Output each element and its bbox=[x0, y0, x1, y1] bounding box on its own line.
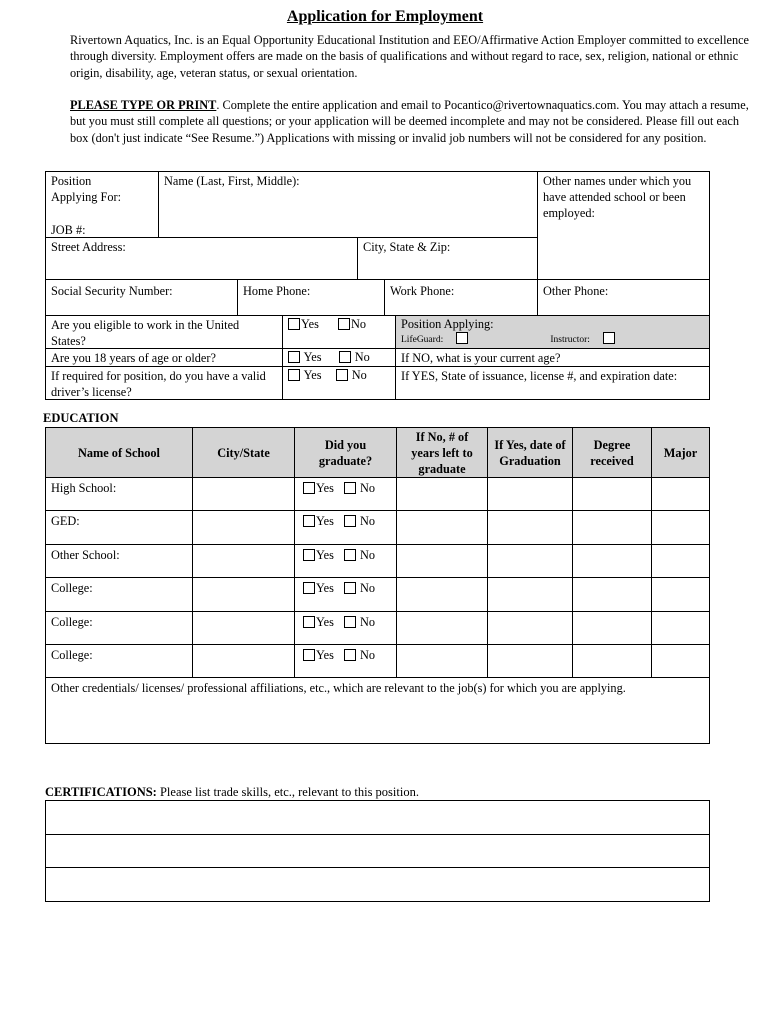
graduation-date-field[interactable] bbox=[487, 510, 573, 545]
education-heading: EDUCATION bbox=[43, 411, 119, 425]
years-left-field[interactable] bbox=[396, 611, 488, 645]
graduated-choice bbox=[294, 577, 397, 612]
graduated-no-checkbox[interactable] bbox=[344, 649, 356, 661]
ssn-field[interactable] bbox=[45, 279, 238, 316]
col-years-left: If No, # of years left to graduate bbox=[396, 427, 488, 478]
graduated-no-checkbox[interactable] bbox=[344, 616, 356, 628]
current-age-field[interactable] bbox=[395, 348, 710, 367]
col-did-you-graduate: Did you graduate? bbox=[294, 427, 397, 478]
graduated-choice bbox=[294, 477, 397, 511]
graduated-choice bbox=[294, 544, 397, 578]
graduated-yes-checkbox[interactable] bbox=[303, 616, 315, 628]
position-label: Position Applying For: bbox=[51, 174, 122, 204]
graduation-date-field[interactable] bbox=[487, 577, 573, 612]
other-phone-field[interactable] bbox=[537, 279, 710, 316]
certifications-heading bbox=[45, 785, 419, 800]
license-details-field[interactable] bbox=[395, 366, 710, 400]
eeo-statement: Rivertown Aquatics, Inc. is an Equal Opportunity Educational Institution and EEO/Affirmative Action Employer committed to excellence through diversity. Employment offers are made on the basis of qualifications and without regard to race, sex, religion, national or ethnic origin, disability, age, veteran status, or sexual orientation. bbox=[70, 33, 750, 80]
col-graduation-date: If Yes, date of Graduation bbox=[487, 427, 573, 478]
current-age-label: If NO, what is your current age? bbox=[401, 351, 561, 365]
position-applying-label: Position Applying: bbox=[401, 317, 494, 331]
education-row-label: College: bbox=[51, 615, 93, 629]
other-names-field[interactable] bbox=[537, 171, 710, 280]
years-left-field[interactable] bbox=[396, 510, 488, 545]
years-left-field[interactable] bbox=[396, 644, 488, 678]
degree-field[interactable] bbox=[572, 477, 652, 511]
col-city-state: City/State bbox=[192, 427, 295, 478]
age-question-label: Are you 18 years of age or older? bbox=[51, 351, 216, 365]
license-no-checkbox[interactable] bbox=[336, 369, 348, 381]
age-no-label: No bbox=[354, 350, 370, 364]
age-answer bbox=[282, 348, 396, 367]
graduation-date-field[interactable] bbox=[487, 611, 573, 645]
graduated-no-checkbox[interactable] bbox=[344, 582, 356, 594]
school-city-state-field[interactable] bbox=[192, 611, 295, 645]
education-row-label-cell bbox=[45, 611, 193, 645]
name-label: Name (Last, First, Middle): bbox=[164, 174, 300, 188]
eligible-yes-label: Yes bbox=[301, 317, 319, 331]
age-yes-label: Yes bbox=[303, 350, 322, 364]
other-credentials-label: Other credentials/ licenses/ professional affiliations, etc., which are relevant to the job(s) for which you are applying. bbox=[51, 681, 626, 695]
years-left-field[interactable] bbox=[396, 577, 488, 612]
instructions-lead: PLEASE TYPE OR PRINT bbox=[70, 98, 217, 112]
education-row-label-cell bbox=[45, 644, 193, 678]
instructions bbox=[70, 97, 755, 146]
education-row-label-cell bbox=[45, 577, 193, 612]
certifications-instructions: Please list trade skills, etc., relevant to this position. bbox=[156, 785, 419, 799]
eligible-no-label: No bbox=[350, 317, 367, 331]
school-city-state-field[interactable] bbox=[192, 577, 295, 612]
license-question-label: If required for position, do you have a valid driver’s license? bbox=[51, 369, 266, 399]
certification-line-3[interactable] bbox=[45, 867, 710, 902]
school-city-state-field[interactable] bbox=[192, 510, 295, 545]
position-cell[interactable] bbox=[45, 171, 159, 238]
graduation-date-field[interactable] bbox=[487, 477, 573, 511]
ssn-label: Social Security Number: bbox=[51, 284, 173, 298]
graduated-no-label: No bbox=[359, 581, 376, 595]
city-state-zip-field[interactable] bbox=[357, 237, 538, 280]
graduated-no-label: No bbox=[359, 514, 376, 528]
degree-field[interactable] bbox=[572, 544, 652, 578]
eligible-yes-checkbox[interactable] bbox=[288, 318, 300, 330]
street-address-label: Street Address: bbox=[51, 240, 126, 254]
graduated-yes-label: Yes bbox=[316, 581, 334, 595]
col-degree-received: Degree received bbox=[572, 427, 652, 478]
age-question bbox=[45, 348, 283, 367]
education-row-label: College: bbox=[51, 648, 93, 662]
city-state-zip-label: City, State & Zip: bbox=[363, 240, 451, 254]
eligible-answer bbox=[282, 315, 396, 349]
years-left-field[interactable] bbox=[396, 477, 488, 511]
graduated-no-checkbox[interactable] bbox=[344, 549, 356, 561]
lifeguard-label: LifeGuard: bbox=[401, 335, 444, 345]
work-phone-label: Work Phone: bbox=[390, 284, 455, 298]
graduated-no-checkbox[interactable] bbox=[344, 515, 356, 527]
col-major: Major bbox=[651, 427, 710, 478]
graduated-yes-checkbox[interactable] bbox=[303, 649, 315, 661]
education-row-label-cell bbox=[45, 477, 193, 511]
major-field[interactable] bbox=[651, 544, 710, 578]
instructions-body: . Complete the entire application and email to Pocantico@rivertownaquatics.com. You may attach a resume, but you must still complete all questions; or your application will be deemed incomplete and may not be considered. Please fill out each box (don't just indicate “See Resume.”) Applications with missing or invalid job numbers will not be considered for any position. bbox=[70, 98, 749, 145]
school-city-state-field[interactable] bbox=[192, 477, 295, 511]
license-yes-label: Yes bbox=[303, 368, 322, 382]
col-name-of-school: Name of School bbox=[45, 427, 193, 478]
graduated-choice bbox=[294, 644, 397, 678]
certification-line-2[interactable] bbox=[45, 834, 710, 868]
major-field[interactable] bbox=[651, 477, 710, 511]
school-city-state-field[interactable] bbox=[192, 544, 295, 578]
education-row-label: College: bbox=[51, 581, 93, 595]
age-no-checkbox[interactable] bbox=[339, 351, 351, 363]
position-applying-cell bbox=[395, 315, 710, 349]
education-row-label: High School: bbox=[51, 481, 117, 495]
degree-field[interactable] bbox=[572, 611, 652, 645]
graduation-date-field[interactable] bbox=[487, 544, 573, 578]
graduation-date-field[interactable] bbox=[487, 644, 573, 678]
education-row-label-cell bbox=[45, 510, 193, 545]
street-address-field[interactable] bbox=[45, 237, 358, 280]
home-phone-field[interactable] bbox=[237, 279, 385, 316]
graduated-yes-label: Yes bbox=[316, 514, 334, 528]
major-field[interactable] bbox=[651, 611, 710, 645]
graduated-yes-checkbox[interactable] bbox=[303, 549, 315, 561]
graduated-yes-checkbox[interactable] bbox=[303, 582, 315, 594]
instructor-label: Instructor: bbox=[550, 335, 590, 345]
degree-field[interactable] bbox=[572, 577, 652, 612]
work-phone-field[interactable] bbox=[384, 279, 538, 316]
years-left-field[interactable] bbox=[396, 544, 488, 578]
license-yes-checkbox[interactable] bbox=[288, 369, 300, 381]
graduated-yes-label: Yes bbox=[316, 648, 334, 662]
license-details-label: If YES, State of issuance, license #, and expiration date: bbox=[401, 369, 678, 383]
major-field[interactable] bbox=[651, 577, 710, 612]
license-question bbox=[45, 366, 283, 400]
graduated-choice bbox=[294, 510, 397, 545]
home-phone-label: Home Phone: bbox=[243, 284, 311, 298]
graduated-yes-checkbox[interactable] bbox=[303, 482, 315, 494]
instructor-checkbox[interactable] bbox=[603, 332, 615, 344]
certification-line-1[interactable] bbox=[45, 800, 710, 835]
degree-field[interactable] bbox=[572, 644, 652, 678]
graduated-yes-label: Yes bbox=[316, 548, 334, 562]
age-yes-checkbox[interactable] bbox=[288, 351, 300, 363]
lifeguard-checkbox[interactable] bbox=[456, 332, 468, 344]
graduated-yes-checkbox[interactable] bbox=[303, 515, 315, 527]
major-field[interactable] bbox=[651, 510, 710, 545]
graduated-no-checkbox[interactable] bbox=[344, 482, 356, 494]
major-field[interactable] bbox=[651, 644, 710, 678]
license-no-label: No bbox=[351, 368, 367, 382]
school-city-state-field[interactable] bbox=[192, 644, 295, 678]
other-credentials-field[interactable] bbox=[45, 677, 710, 744]
job-number-label: JOB #: bbox=[51, 223, 86, 237]
graduated-no-label: No bbox=[359, 548, 376, 562]
name-field[interactable] bbox=[158, 171, 538, 238]
graduated-yes-label: Yes bbox=[316, 615, 334, 629]
education-row-label: Other School: bbox=[51, 548, 120, 562]
other-phone-label: Other Phone: bbox=[543, 284, 609, 298]
other-names-label: Other names under which you have attended school or been employed: bbox=[543, 174, 692, 220]
education-row-label: GED: bbox=[51, 514, 80, 528]
degree-field[interactable] bbox=[572, 510, 652, 545]
eligible-question bbox=[45, 315, 283, 349]
form-title: Application for Employment bbox=[286, 8, 484, 25]
certifications-label: CERTIFICATIONS: bbox=[45, 785, 157, 799]
license-answer bbox=[282, 366, 396, 400]
education-row-label-cell bbox=[45, 544, 193, 578]
graduated-choice bbox=[294, 611, 397, 645]
eligible-no-checkbox[interactable] bbox=[338, 318, 350, 330]
graduated-no-label: No bbox=[359, 615, 376, 629]
graduated-no-label: No bbox=[359, 648, 376, 662]
graduated-yes-label: Yes bbox=[316, 481, 334, 495]
graduated-no-label: No bbox=[359, 481, 376, 495]
eligible-question-label: Are you eligible to work in the United States? bbox=[51, 318, 240, 348]
